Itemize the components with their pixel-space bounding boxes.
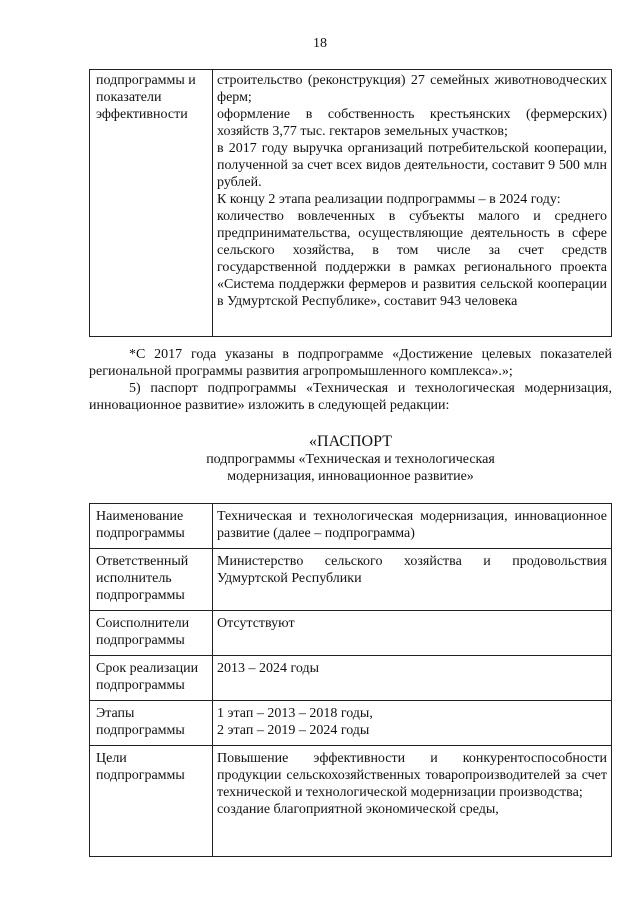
row-value-line: 2013 – 2024 годы [217, 661, 320, 676]
item-5-text: 5) паспорт подпрограммы «Техническая и технологическая модернизация, инновационное развитие» изложить в следующей редакции: [89, 381, 612, 413]
indicator-paragraph: оформление в собственность крестьянских (фермерских) хозяйств 3,77 тыс. гектаров земельных участков; [217, 107, 607, 139]
row-value-line: Министерство сельского хозяйства и продовольствия Удмуртской Республики [217, 554, 607, 586]
row-value-line: Повышение эффективности и конкурентоспособности продукции сельскохозяйственных товаропроизводителей за счет технической и технологической модернизации производства; [217, 751, 607, 800]
row-value-line: 1 этап – 2013 – 2018 годы, [217, 706, 373, 721]
table-row [90, 701, 612, 746]
passport-table [89, 503, 612, 857]
row-label: подпрограммы и показатели эффективности [90, 70, 213, 337]
row-value-line: создание благоприятной экономической среды, [217, 802, 499, 817]
indicator-paragraph: строительство (реконструкция) 27 семейных животноводческих ферм; [217, 73, 607, 105]
row-value [213, 611, 612, 656]
table-row [90, 549, 612, 611]
row-label: Ответственный исполнитель подпрограммы [90, 549, 213, 611]
row-value [213, 746, 612, 857]
indicator-paragraph: К концу 2 этапа реализации подпрограммы – в 2024 году: [217, 192, 561, 207]
row-value [213, 656, 612, 701]
passport-subtitle: подпрограммы «Техническая и технологическая [206, 452, 495, 467]
row-value [213, 70, 612, 337]
passport-title: «ПАСПОРТ [309, 433, 392, 450]
table-row [90, 656, 612, 701]
row-value-line: Отсутствуют [217, 616, 295, 631]
table-row [90, 746, 612, 857]
row-label: Цели подпрограммы [90, 746, 213, 857]
row-value [213, 549, 612, 611]
page-number: 18 [313, 36, 327, 51]
passport-subtitle: модернизация, инновационное развитие» [227, 469, 474, 484]
indicator-paragraph: количество вовлеченных в субъекты малого и среднего предпринимательства, осуществляющие деятельность в сфере сельского хозяйства, в том числе за счет средств государственной поддержки в рамках регионального проекта «Система поддержки фермеров и развития сельской кооперации в Удмуртской Республике», составит 943 человека [217, 209, 607, 309]
table-row [90, 70, 612, 337]
table-row [90, 504, 612, 549]
row-label: Соисполнители подпрограммы [90, 611, 213, 656]
table-row [90, 611, 612, 656]
indicator-paragraph: в 2017 году выручка организаций потребительской кооперации, полученной за счет всех видов деятельности, составит 9 500 млн рублей. [217, 141, 607, 190]
row-value [213, 701, 612, 746]
subprogram-indicators-table [89, 69, 612, 337]
row-value [213, 504, 612, 549]
row-label: Наименование подпрограммы [90, 504, 213, 549]
row-value-line: 2 этап – 2019 – 2024 годы [217, 723, 370, 738]
footnote: *С 2017 года указаны в подпрограмме «Достижение целевых показателей региональной программы развития агропромышленного комплекса».»; [89, 347, 612, 379]
row-label: Этапы подпрограммы [90, 701, 213, 746]
row-label: Срок реализации подпрограммы [90, 656, 213, 701]
row-value-line: Техническая и технологическая модернизация, инновационное развитие (далее – подпрограмма) [217, 509, 607, 541]
